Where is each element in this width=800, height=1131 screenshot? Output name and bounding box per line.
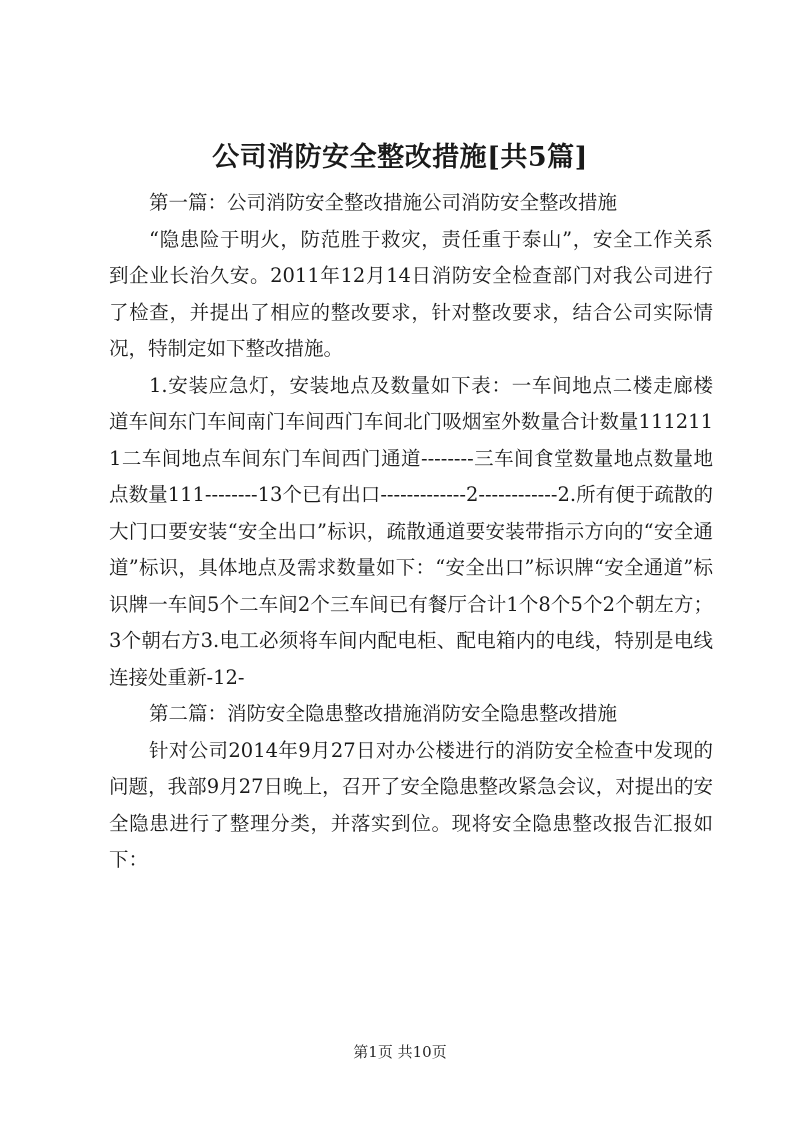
page-number-footer: 第1页 共10页 [353,1043,447,1061]
section-heading-1: 第一篇：公司消防安全整改措施公司消防安全整改措施 [148,191,617,214]
document-body [109,185,713,879]
document-title: 公司消防安全整改措施[共5篇] [212,142,588,173]
section-heading-2: 第二篇：消防安全隐患整改措施消防安全隐患整改措施 [148,702,617,725]
paragraph-measures: 1.安装应急灯，安装地点及数量如下表：一车间地点二楼走廊楼道车间东门车间南门车间西门车间北门吸烟室外数量合计数量1112111二车间地点车间东门车间西门通道--------三车间食堂数量地点数量地点数量111--------13个已有出口-------------2------------2.所有便于疏散的大门口要安装“安全出口”标识，疏散通道要安装带指示方向的“安全通道”标识，具体地点及需求数量如下：“安全出口”标识牌“安全通道”标识牌一车间5个二车间2个三车间已有餐厅合计1个8个5个2个朝左方；3个朝右方3.电工必须将车间内配电柜、配电箱内的电线，特别是电线连接处重新-12- [109,373,713,689]
paragraph-report: 针对公司2014年9月27日对办公楼进行的消防安全检查中发现的问题，我部9月27日晚上，召开了安全隐患整改紧急会议，对提出的安全隐患进行了整理分类，并落实到位。现将安全隐患整改报告汇报如下： [109,738,713,871]
paragraph-intro: “隐患险于明火，防范胜于救灾，责任重于泰山”，安全工作关系到企业长治久安。2011年12月14日消防安全检查部门对我公司进行了检查，并提出了相应的整改要求，针对整改要求，结合公司实际情况，特制定如下整改措施。 [109,227,713,360]
